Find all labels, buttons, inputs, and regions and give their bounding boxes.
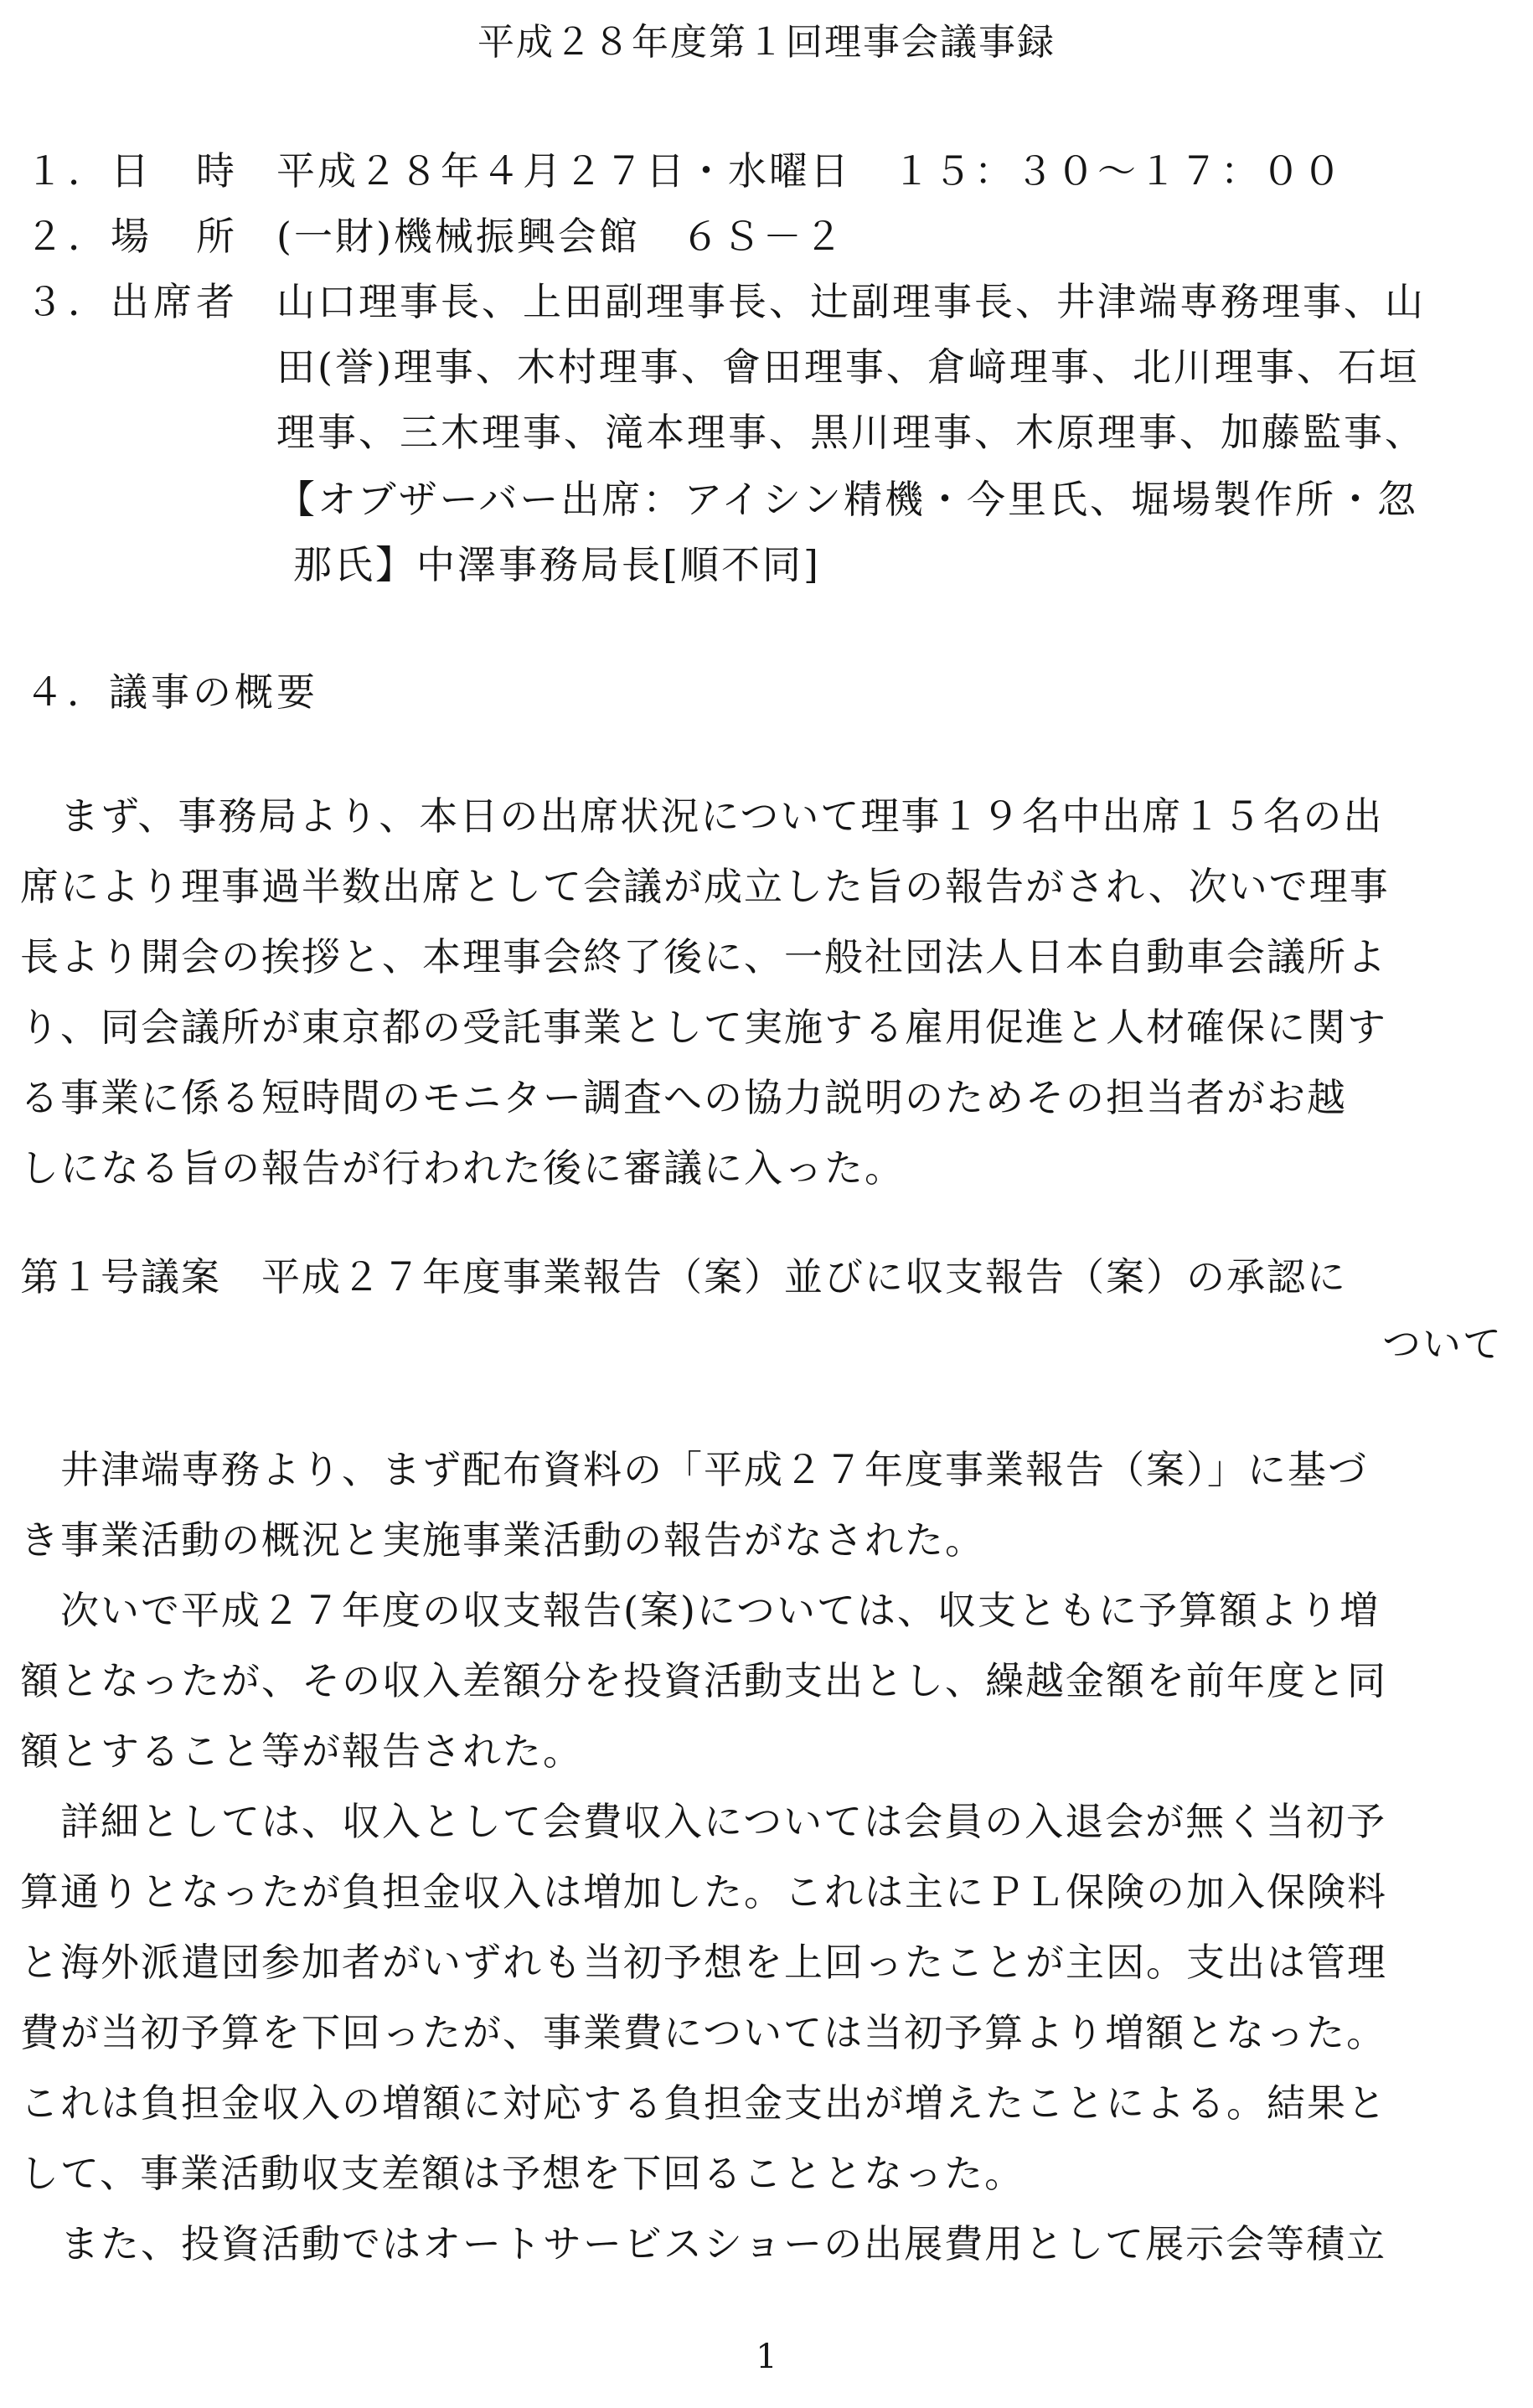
- date-label: １．日 時: [25, 148, 239, 194]
- attendees-line: 田(誉)理事、木村理事、會田理事、倉﨑理事、北川理事、石垣: [276, 344, 1420, 390]
- text-line: 長より開会の挨拶と、本理事会終了後に、一般社団法人日本自動車会議所よ: [20, 934, 1387, 979]
- text-line: 詳細としては、収入として会費収入については会員の入退会が無く当初予: [20, 1799, 1387, 1844]
- date-value: 平成２８年４月２７日・水曜日 １５：３０～１７：００: [276, 148, 1344, 194]
- text-line: 次いで平成２７年度の収支報告(案)については、収支ともに予算額より増: [20, 1588, 1380, 1633]
- text-line: 算通りとなったが負担金収入は増加した。これは主にＰＬ保険の加入保険料: [20, 1869, 1387, 1915]
- text-line: 費が当初予算を下回ったが、事業費については当初予算より増額となった。: [20, 2010, 1387, 2055]
- attendees-line: 【オブザーバー出席：アイシン精機・今里氏、堀場製作所・忽: [276, 477, 1419, 522]
- text-line: また、投資活動ではオートサービスショーの出展費用として展示会等積立: [20, 2221, 1387, 2266]
- page-number: 1: [756, 2338, 777, 2376]
- text-line: 額とすること等が報告された。: [20, 1728, 583, 1774]
- text-line: して、事業活動収支差額は予想を下回ることとなった。: [20, 2151, 1025, 2196]
- attendees-line: 山口理事長、上田副理事長、辻副理事長、井津端専務理事、山: [276, 279, 1426, 324]
- agenda1-paragraph: [20, 1434, 1520, 2279]
- attendees-line: 那氏】中澤事務局長[順不同]: [293, 542, 821, 587]
- text-line: き事業活動の概況と実施事業活動の報告がなされた。: [20, 1517, 985, 1563]
- text-line: と海外派遣団参加者がいずれも当初予想を上回ったことが主因。支出は管理: [20, 1940, 1387, 1985]
- attendees-line: 理事、三木理事、滝本理事、黒川理事、木原理事、加藤監事、: [276, 410, 1426, 455]
- place-label: ２．場 所: [25, 214, 239, 259]
- place-value: (一財)機械振興会館 ６Ｓ－２: [276, 214, 845, 259]
- attendees-label: ３．出席者: [25, 279, 239, 324]
- agenda-title: 第１号議案 平成２７年度事業報告（案）並びに収支報告（案）の承認に: [20, 1254, 1347, 1300]
- document-title: 平成２８年度第１回理事会議事録: [477, 21, 1056, 64]
- text-line: これは負担金収入の増額に対応する負担金支出が増えたことによる。結果と: [20, 2080, 1387, 2126]
- intro-paragraph: [20, 781, 1520, 1203]
- text-line: る事業に係る短時間のモニター調査への協力説明のためその担当者がお越: [20, 1075, 1347, 1120]
- text-line: まず、事務局より、本日の出席状況について理事１９名中出席１５名の出: [20, 793, 1384, 839]
- text-line: り、同会議所が東京都の受託事業として実施する雇用促進と人材確保に関す: [20, 1005, 1387, 1050]
- text-line: 額となったが、その収入差額分を投資活動支出とし、繰越金額を前年度と同: [20, 1658, 1387, 1703]
- text-line: 席により理事過半数出席として会議が成立した旨の報告がされ、次いで理事: [20, 864, 1390, 909]
- section-heading: ４．議事の概要: [25, 669, 318, 715]
- text-line: しになる旨の報告が行われた後に審議に入った。: [20, 1145, 905, 1191]
- agenda-title-continuation: ついて: [1382, 1321, 1503, 1367]
- text-line: 井津端専務より、まず配布資料の「平成２７年度事業報告（案）」に基づ: [20, 1447, 1368, 1492]
